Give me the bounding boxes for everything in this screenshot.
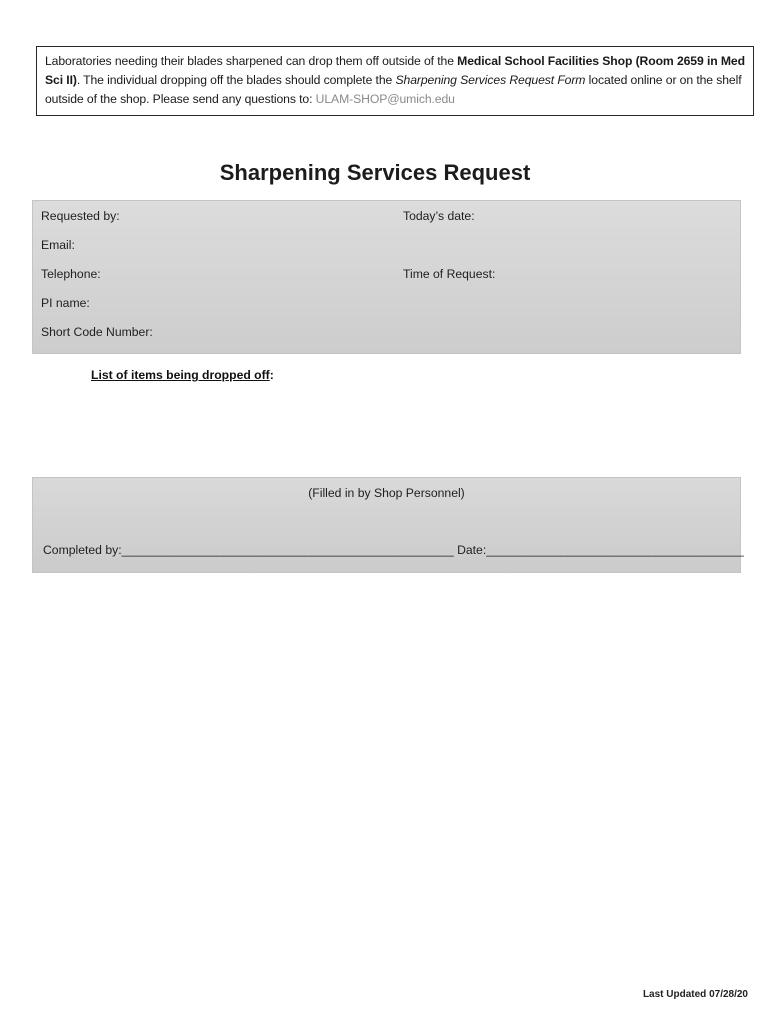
requester-info-section xyxy=(32,200,741,354)
pi-name-label: PI name: xyxy=(41,296,90,310)
instructions-notice xyxy=(36,46,754,116)
page-title: Sharpening Services Request xyxy=(219,160,531,185)
items-list-label xyxy=(91,368,274,382)
shop-personnel-note: (Filled in by Shop Personnel) xyxy=(308,486,465,500)
notice-text-3: located online or on the shelf outside of the shop. Please send any questions to: xyxy=(45,73,742,106)
completed-by-line: Completed by:_________________________________________________ Date:______________________________________ xyxy=(43,543,744,557)
notice-text-1: Laboratories needing their blades sharpened can drop them off outside of the xyxy=(45,54,458,68)
contact-email-link[interactable]: ULAM-SHOP@umich.edu xyxy=(315,92,455,106)
last-updated-footer: Last Updated 07/28/20 xyxy=(642,989,748,1000)
email-label: Email: xyxy=(41,238,75,252)
items-list-label-text: List of items being dropped off xyxy=(91,368,270,382)
short-code-label: Short Code Number: xyxy=(41,325,153,339)
time-of-request-label: Time of Request: xyxy=(403,267,496,281)
requested-by-label: Requested by: xyxy=(41,209,120,223)
shop-location: Medical School Facilities Shop (Room 2659 in Med Sci II) xyxy=(45,54,745,87)
telephone-label: Telephone: xyxy=(41,267,101,281)
items-list-label-colon: : xyxy=(269,368,274,382)
notice-text-2: . The individual dropping off the blades should complete the xyxy=(76,73,396,87)
shop-personnel-section xyxy=(32,477,744,573)
todays-date-label: Today’s date: xyxy=(403,209,475,223)
form-name: Sharpening Services Request Form xyxy=(395,73,586,87)
